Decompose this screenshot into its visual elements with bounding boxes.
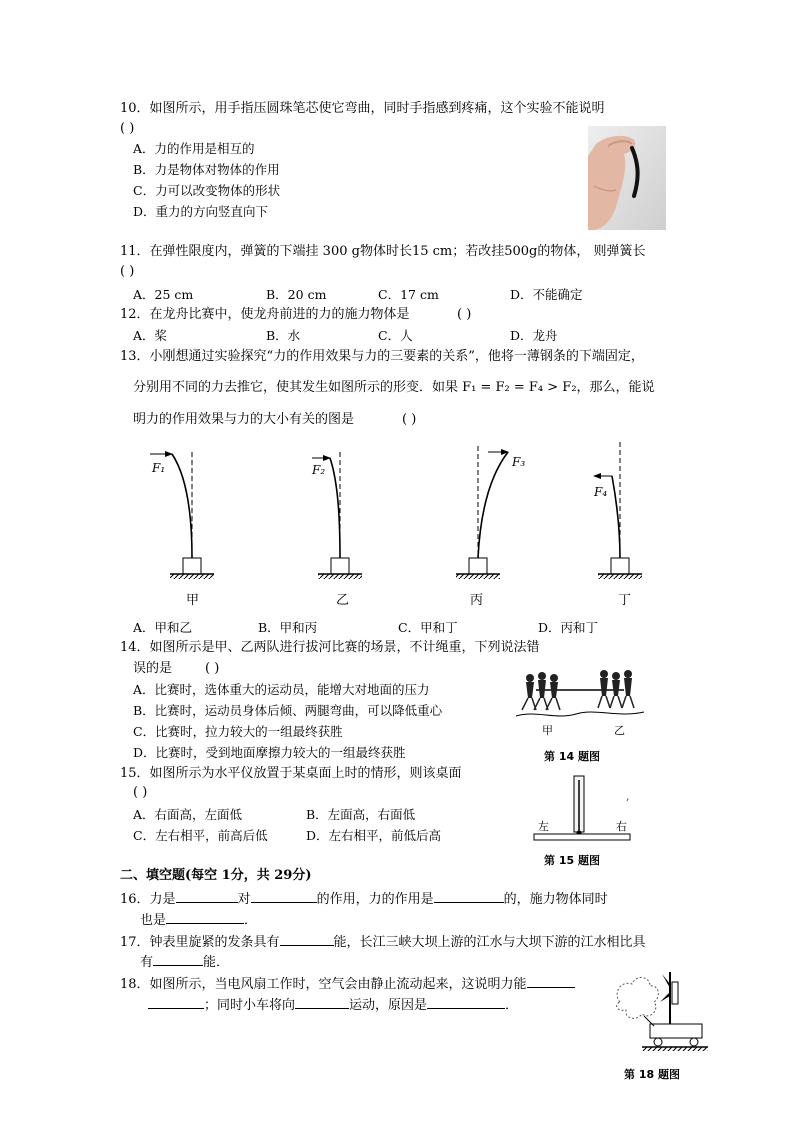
q16-blank-2[interactable] <box>251 889 317 903</box>
q16-blank-1[interactable] <box>176 889 238 903</box>
fig-label-yi: 乙 <box>336 593 350 608</box>
q13-stem-line1: 13．小刚想通过实验探究“力的作用效果与力的三要素的关系”，他将一薄钢条的下端固定， <box>120 349 644 364</box>
q18-blank-3[interactable] <box>427 995 505 1009</box>
q18-line2 <box>148 995 518 1014</box>
q11-answer-paren: ( ) <box>120 264 135 279</box>
q12-option-c: C．人 <box>378 328 413 343</box>
q15-option-d: D．左右相平，前低后高 <box>306 828 442 843</box>
q13-option-b: B．甲和丙 <box>258 620 318 635</box>
steel-strip-figures <box>140 438 660 613</box>
q18-line1 <box>120 974 575 993</box>
q16-blank-3[interactable] <box>434 889 504 903</box>
q14-answer-paren: ( ) <box>205 661 220 676</box>
fan-cart-figure <box>612 962 712 1058</box>
q10-option-c: C．力可以改变物体的形状 <box>133 183 281 198</box>
q18-text-1: 18．如图所示，当电风扇工作时，空气会由静止流动起来，这说明力能 <box>120 977 527 992</box>
figure-jia <box>150 452 214 608</box>
q17-line2 <box>140 952 229 971</box>
q14-stem-line1: 14．如图所示是甲、乙两队进行拔河比赛的场景，不计绳重，下列说法错 <box>120 640 540 655</box>
spirit-level-figure <box>530 770 634 842</box>
q17-text-4: 能． <box>203 955 230 970</box>
q17-blank-1[interactable] <box>280 932 334 946</box>
q14-option-a: A．比赛时，选体重大的运动员，能增大对地面的压力 <box>133 682 430 697</box>
q15-stem: 15．如图所示为水平仪放置于某桌面上时的情形，则该桌面 <box>120 766 462 781</box>
q13-stem-line3: 明力的作用效果与力的大小有关的图是 <box>133 412 355 427</box>
q17-text-3: 有 <box>140 955 154 970</box>
force-label-f2: F₂ <box>312 463 326 477</box>
force-label-f3: F₃ <box>512 455 526 469</box>
q18-blank-2[interactable] <box>295 995 349 1009</box>
section-2-title: 二、填空题(每空 1分，共 29分) <box>120 868 312 883</box>
q16-line1 <box>120 889 608 908</box>
q14-option-c: C．比赛时，拉力较大的一组最终获胜 <box>133 724 343 739</box>
q16-text-4: 的，施力物体同时 <box>503 892 608 907</box>
q15-option-b: B．左面高，右面低 <box>306 807 416 822</box>
q16-text-1: 16．力是 <box>120 892 176 907</box>
q15-option-a: A．右面高，左面低 <box>133 807 243 822</box>
q17-line1 <box>120 932 646 951</box>
q18-blank-1-cont[interactable] <box>148 995 204 1009</box>
q10-answer-paren: ( ) <box>120 121 135 136</box>
q11-option-d: D．不能确定 <box>510 287 583 302</box>
q16-text-2: 对 <box>237 892 251 907</box>
q12-answer-paren: ( ) <box>457 307 472 322</box>
q13-option-a: A．甲和乙 <box>133 620 193 635</box>
q14-option-d: D．比赛时，受到地面摩擦力较大的一组最终获胜 <box>133 745 406 760</box>
finger-pen-photo <box>588 126 666 230</box>
q16-blank-4[interactable] <box>166 910 244 924</box>
q16-text-5: 也是 <box>140 913 167 928</box>
level-right-label: 右 <box>616 820 627 833</box>
tug-of-war-figure <box>516 664 646 740</box>
q15-option-c: C．左右相平，前高后低 <box>133 828 268 843</box>
q10-option-d: D．重力的方向竖直向下 <box>133 204 269 219</box>
q13-stem-line2: 分别用不同的力去推它，使其发生如图所示的形变．如果 F₁ = F₂ = F₄ > F₂，那么，能说 <box>133 380 655 395</box>
fig-label-bing: 丙 <box>470 593 484 608</box>
figure-yi <box>311 452 362 608</box>
q12-stem: 12．在龙舟比赛中，使龙舟前进的力的施力物体是 <box>120 307 410 322</box>
q16-line2 <box>140 910 257 929</box>
q10-option-b: B．力是物体对物体的作用 <box>133 162 280 177</box>
q18-figure-caption: 第 18 题图 <box>624 1068 680 1081</box>
fig-label-jia: 甲 <box>186 593 200 608</box>
q17-blank-2[interactable] <box>153 952 203 966</box>
q18-text-3: 运动，原因是 <box>349 998 428 1013</box>
q18-blank-1[interactable] <box>527 974 575 988</box>
q16-text-3: 的作用，力的作用是 <box>316 892 434 907</box>
q15-answer-paren: ( ) <box>133 785 148 800</box>
q10-stem: 10．如图所示，用手指压圆珠笔芯使它弯曲，同时手指感到疼痛，这个实验不能说明 <box>120 101 605 116</box>
team-label-yi: 乙 <box>614 724 625 737</box>
q10-option-a: A．力的作用是相互的 <box>133 141 255 156</box>
force-label-f1: F₁ <box>152 461 166 475</box>
q14-figure-caption: 第 14 题图 <box>544 750 600 763</box>
q12-option-a: A．桨 <box>133 328 168 343</box>
q11-stem: 11．在弹性限度内，弹簧的下端挂 300 g物体时长15 cm；若改挂500g的物体， 则弹簧长 <box>120 244 646 259</box>
q12-option-d: D．龙舟 <box>510 328 558 343</box>
q17-text-2: 能，长江三峡大坝上游的江水与大坝下游的江水相比具 <box>333 935 646 950</box>
q12-option-b: B．水 <box>266 328 301 343</box>
q18-text-4: ． <box>505 998 519 1013</box>
q11-option-c: C．17 cm <box>378 287 439 302</box>
force-label-f4: F₄ <box>594 485 608 499</box>
q17-text-1: 17．钟表里旋紧的发条具有 <box>120 935 280 950</box>
q13-answer-paren: ( ) <box>402 412 417 427</box>
q15-figure-caption: 第 15 题图 <box>544 854 600 867</box>
q11-option-a: A．25 cm <box>133 287 194 302</box>
q16-text-6: ． <box>244 913 258 928</box>
q18-text-2: ；同时小车将向 <box>204 998 296 1013</box>
figure-ding <box>593 442 642 608</box>
fig-label-ding: 丁 <box>618 593 632 608</box>
level-tick-mark: , <box>626 790 630 803</box>
team-label-jia: 甲 <box>542 724 553 737</box>
q14-option-b: B．比赛时，运动员身体后倾、两腿弯曲，可以降低重心 <box>133 703 443 718</box>
q13-option-d: D．丙和丁 <box>538 620 599 635</box>
level-left-label: 左 <box>538 820 549 833</box>
figure-bing <box>456 446 525 608</box>
q14-stem-line2: 误的是 <box>133 661 173 676</box>
q11-option-b: B．20 cm <box>266 287 327 302</box>
q13-option-c: C．甲和丁 <box>398 620 458 635</box>
